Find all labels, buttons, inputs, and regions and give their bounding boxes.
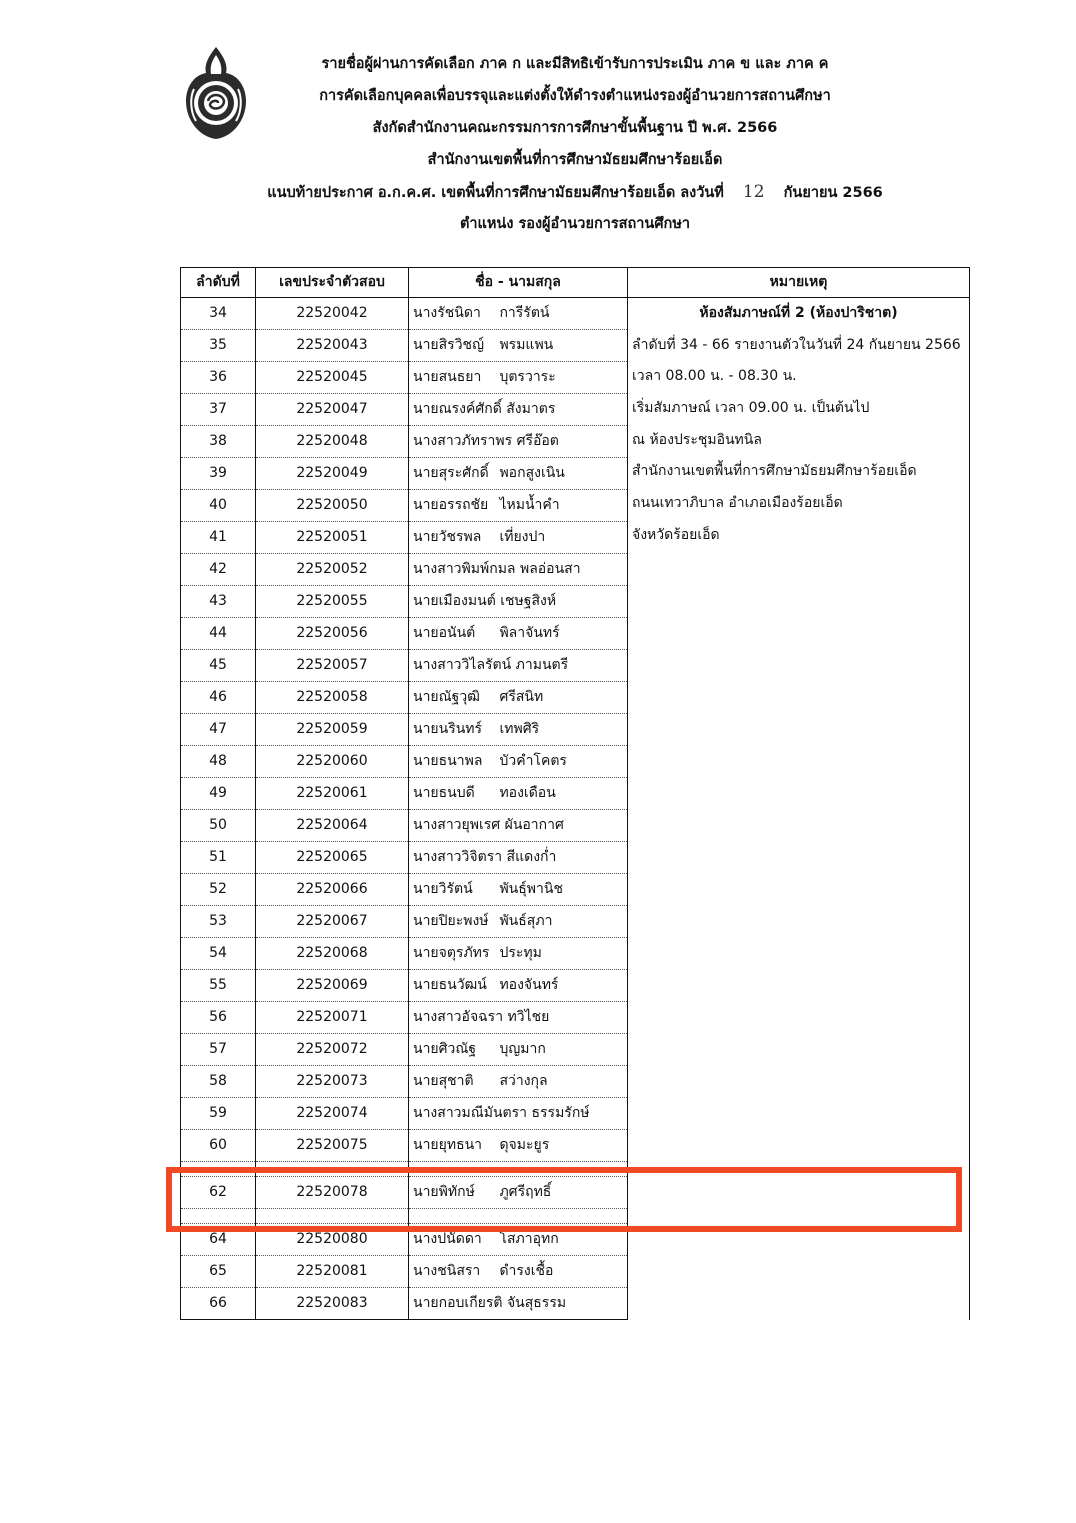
exam-id: 22520052 (256, 554, 409, 586)
first-name: นายศิวณัฐ (413, 1041, 477, 1057)
last-name: พันธ์สุภา (499, 913, 553, 929)
last-name: เทพศิริ (499, 721, 540, 737)
candidate-name (409, 330, 628, 362)
exam-id: 22520045 (256, 362, 409, 394)
header-line-2: การคัดเลือกบุคคลเพื่อบรรจุและแต่งตั้งให้ดำรงตำแหน่งรองผู้อำนวยการสถานศึกษา (319, 88, 831, 104)
first-name: นายสุระศักดิ์ (413, 465, 489, 481)
row-number: 52 (181, 874, 256, 906)
header-exam-id: เลขประจำตัวสอบ (256, 268, 409, 298)
first-name: นางสาววิจิตรา (413, 849, 503, 865)
last-name: ศรีอ๊อต (516, 433, 559, 449)
row-number: 56 (181, 1002, 256, 1034)
exam-id: 22520071 (256, 1002, 409, 1034)
position-title: ตำแหน่ง รองผู้อำนวยการสถานศึกษา (459, 216, 691, 232)
last-name: ทองเดือน (499, 785, 556, 801)
row-number: 50 (181, 810, 256, 842)
last-name: บุตรวาระ (499, 369, 556, 385)
last-name: สังมาตร (506, 401, 556, 417)
first-name: นายธนบดี (413, 785, 475, 801)
row-number: 45 (181, 650, 256, 682)
header-name: ชื่อ - นามสกุล (409, 268, 628, 298)
last-name: การีรัตน์ (499, 305, 550, 321)
row-number: 49 (181, 778, 256, 810)
row-number: 36 (181, 362, 256, 394)
exam-id: 22520080 (256, 1224, 409, 1256)
last-name: ประทุม (499, 945, 542, 961)
table-header-row (181, 268, 970, 298)
row-number: 43 (181, 586, 256, 618)
exam-id: 22520050 (256, 490, 409, 522)
interview-room-label: ห้องสัมภาษณ์ที่ 2 (ห้องปาริชาต) (699, 305, 898, 321)
row-number: 39 (181, 458, 256, 490)
row-number: 55 (181, 970, 256, 1002)
last-name: ทวิไชย (507, 1009, 550, 1025)
first-name: นายเมืองมนต์ (413, 593, 496, 609)
row-number: 44 (181, 618, 256, 650)
header-line-4: สำนักงานเขตพื้นที่การศึกษามัธยมศึกษาร้อยเอ็ด (427, 152, 723, 168)
first-name: นายจตุรภัทร (413, 945, 490, 961)
last-name: สว่างกุล (499, 1073, 548, 1089)
candidate-name (409, 714, 628, 746)
candidate-name (409, 938, 628, 970)
first-name: นายปิยะพงษ์ (413, 913, 489, 929)
first-name: นายสนธยา (413, 369, 482, 385)
first-name: นางสาวยุพเรศ (413, 817, 501, 833)
exam-id: 22520067 (256, 906, 409, 938)
announcement-prefix: แนบท้ายประกาศ อ.ก.ค.ศ. เขตพื้นที่การศึกษามัธยมศึกษาร้อยเอ็ด ลงวันที่ (267, 185, 724, 201)
first-name: นายพิทักษ์ (413, 1184, 475, 1200)
remark-line: เริ่มสัมภาษณ์ เวลา 09.00 น. เป็นต้นไป (632, 400, 870, 417)
row-number: 54 (181, 938, 256, 970)
candidate-name (409, 522, 628, 554)
exam-id: 22520064 (256, 810, 409, 842)
exam-id: 22520066 (256, 874, 409, 906)
header-line-5 (250, 176, 900, 208)
first-name: นางสาววิไลรัตน์ (413, 657, 512, 673)
row-number: 41 (181, 522, 256, 554)
candidate-name (409, 426, 628, 458)
first-name: นางสาวพิมพ์กมล (413, 561, 516, 577)
exam-id: 22520068 (256, 938, 409, 970)
exam-id: 22520058 (256, 682, 409, 714)
candidate-name (409, 810, 628, 842)
candidate-name (409, 1130, 628, 1162)
exam-id: 22520073 (256, 1066, 409, 1098)
remark-line: เวลา 08.00 น. - 08.30 น. (632, 368, 797, 385)
row-number: 34 (181, 298, 256, 330)
first-name: นายธนวัฒน์ (413, 977, 487, 993)
candidate-name (409, 458, 628, 490)
first-name: นางสาวภัทราพร (413, 433, 513, 449)
header-line-3: สังกัดสำนักงานคณะกรรมการการศึกษาขั้นพื้นฐาน ปี พ.ศ. 2566 (372, 120, 778, 136)
row-number: 38 (181, 426, 256, 458)
exam-id: 22520069 (256, 970, 409, 1002)
exam-id: 22520060 (256, 746, 409, 778)
last-name: ไหมน้ำคำ (499, 497, 560, 513)
candidate-name (409, 1034, 628, 1066)
header-note: หมายเหตุ (628, 268, 970, 298)
exam-id: 22520072 (256, 1034, 409, 1066)
row-number: 53 (181, 906, 256, 938)
last-name: พรมแพน (499, 337, 554, 353)
first-name: นายธนาพล (413, 753, 483, 769)
first-name: นายวัชรพล (413, 529, 482, 545)
candidate-name (409, 842, 628, 874)
row-number: 46 (181, 682, 256, 714)
exam-id: 22520065 (256, 842, 409, 874)
row-number: 47 (181, 714, 256, 746)
first-name: นายสุชาติ (413, 1073, 474, 1089)
first-name: นายอรรถชัย (413, 497, 489, 513)
exam-id: 22520049 (256, 458, 409, 490)
candidate-name (409, 778, 628, 810)
highlight-box (166, 1167, 962, 1232)
exam-id: 22520043 (256, 330, 409, 362)
candidate-name (409, 682, 628, 714)
remark-line: จังหวัดร้อยเอ็ด (632, 526, 720, 543)
candidate-name (409, 1288, 628, 1320)
document-header (250, 48, 900, 240)
candidate-name (409, 586, 628, 618)
last-name: บุญมาก (499, 1041, 546, 1057)
remark-line: ณ ห้องประชุมอินทนิล (632, 431, 762, 448)
exam-id: 22520056 (256, 618, 409, 650)
row-number: 51 (181, 842, 256, 874)
candidate-name (409, 1002, 628, 1034)
announcement-month-year: กันยายน 2566 (783, 185, 883, 201)
last-name: ดำรงเชื้อ (499, 1263, 554, 1279)
row-number: 65 (181, 1256, 256, 1288)
row-number: 37 (181, 394, 256, 426)
last-name: จันสุธรรม (506, 1295, 567, 1311)
first-name: นายณรงค์ศักดิ์ (413, 401, 502, 417)
exam-id: 22520083 (256, 1288, 409, 1320)
exam-id: 22520075 (256, 1130, 409, 1162)
row-number: 66 (181, 1288, 256, 1320)
exam-id: 22520074 (256, 1098, 409, 1130)
row-number: 59 (181, 1098, 256, 1130)
last-name: ศรีสนิท (499, 689, 544, 705)
candidate-name (409, 618, 628, 650)
exam-id: 22520057 (256, 650, 409, 682)
last-name: บัวคำโคตร (499, 753, 567, 769)
candidate-name (409, 1066, 628, 1098)
row-number: 58 (181, 1066, 256, 1098)
last-name: พิลาจันทร์ (499, 625, 560, 641)
candidate-name (409, 970, 628, 1002)
exam-id: 22520055 (256, 586, 409, 618)
remark-line: ลำดับที่ 34 - 66 รายงานตัวในวันที่ 24 กันยายน 2566 (632, 336, 961, 353)
remark-line: สำนักงานเขตพื้นที่การศึกษามัธยมศึกษาร้อยเอ็ด (632, 463, 917, 480)
exam-id: 22520042 (256, 298, 409, 330)
header-no: ลำดับที่ (181, 268, 256, 298)
last-name: เที่ยงปา (499, 529, 546, 545)
candidate-name (409, 874, 628, 906)
first-name: นายกอบเกียรติ (413, 1295, 503, 1311)
last-name: ธรรมรักษ์ (531, 1105, 590, 1121)
first-name: นายณัฐวุฒิ (413, 689, 480, 705)
row-number: 40 (181, 490, 256, 522)
last-name: พลอ่อนสา (519, 561, 581, 577)
last-name: ทองจันทร์ (499, 977, 559, 993)
first-name: นางสาวมณีมันตรา (413, 1105, 528, 1121)
header-line-1: รายชื่อผู้ผ่านการคัดเลือก ภาค ก และมีสิทธิเข้ารับการประเมิน ภาค ข และ ภาค ค (321, 56, 829, 72)
first-name: นายยุทธนา (413, 1137, 483, 1153)
candidate-name (409, 746, 628, 778)
candidate-name (409, 1256, 628, 1288)
exam-id: 22520051 (256, 522, 409, 554)
row-number: 48 (181, 746, 256, 778)
candidate-name (409, 1098, 628, 1130)
last-name: ผันอากาศ (504, 817, 564, 833)
last-name: เชษฐสิงห์ (500, 593, 557, 609)
row-number: 57 (181, 1034, 256, 1066)
row-number: 60 (181, 1130, 256, 1162)
exam-id: 22520078 (256, 1177, 409, 1209)
candidate-name (409, 298, 628, 330)
candidate-name (409, 650, 628, 682)
table-row (181, 298, 970, 330)
first-name: นายนรินทร์ (413, 721, 483, 737)
first-name: นางรัชนิดา (413, 305, 481, 321)
candidate-name (409, 362, 628, 394)
last-name: พอกสูงเนิน (499, 465, 565, 481)
row-number: 64 (181, 1224, 256, 1256)
exam-id: 22520061 (256, 778, 409, 810)
first-name: นางปนัดดา (413, 1231, 482, 1247)
row-number: 62 (181, 1177, 256, 1209)
last-name: โสภาอุทก (499, 1231, 559, 1247)
last-name: สีแดงก่ำ (506, 849, 557, 865)
candidate-name (409, 490, 628, 522)
candidate-name (409, 554, 628, 586)
first-name: นายวิรัตน์ (413, 881, 473, 897)
first-name: นางสาวอัจฉรา (413, 1009, 504, 1025)
exam-id: 22520047 (256, 394, 409, 426)
exam-id: 22520059 (256, 714, 409, 746)
last-name: ดุจมะยูร (499, 1137, 550, 1153)
first-name: นายอนันต์ (413, 625, 476, 641)
row-number: 35 (181, 330, 256, 362)
last-name: พันธุ์พานิช (499, 881, 563, 897)
row-number: 42 (181, 554, 256, 586)
candidate-name (409, 394, 628, 426)
first-name: นางชนิสรา (413, 1263, 481, 1279)
exam-id: 22520048 (256, 426, 409, 458)
last-name: ภามนตรี (515, 657, 569, 673)
candidate-name (409, 906, 628, 938)
ministry-seal-icon (180, 45, 252, 141)
candidate-table (180, 267, 970, 1320)
announcement-day: 12 (742, 182, 765, 202)
last-name: ภูศรีฤทธิ์ (499, 1184, 552, 1200)
first-name: นายสิรวิชญ์ (413, 337, 484, 353)
exam-id: 22520081 (256, 1256, 409, 1288)
remark-line: ถนนเทวาภิบาล อำเภอเมืองร้อยเอ็ด (632, 495, 843, 512)
